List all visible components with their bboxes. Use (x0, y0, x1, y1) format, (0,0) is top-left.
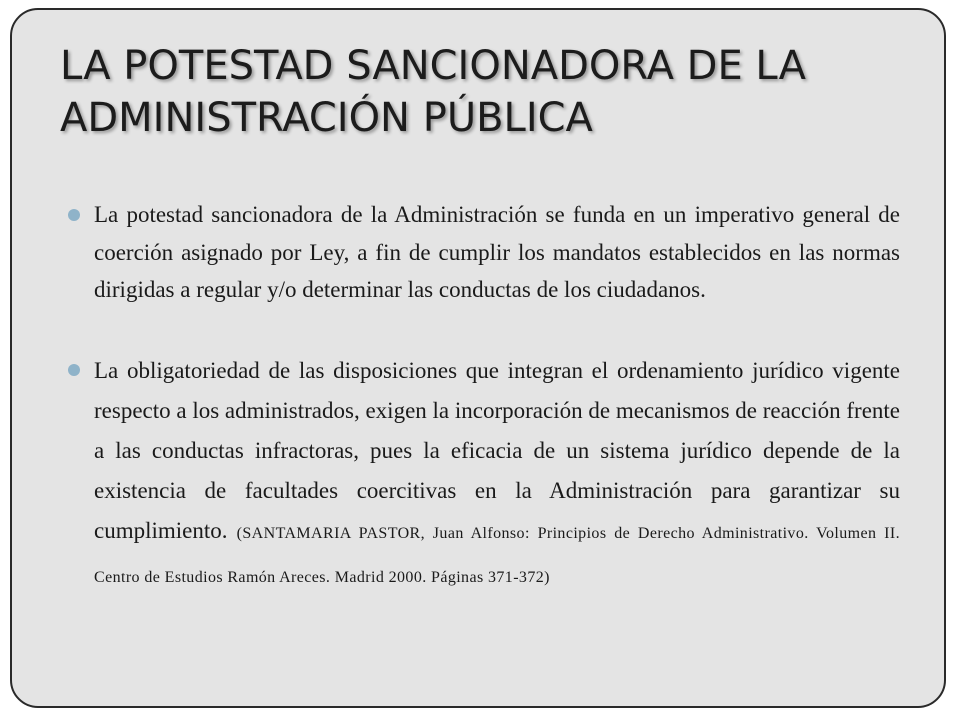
bullet-dot-icon (68, 364, 80, 376)
bullet-list (64, 196, 900, 600)
bullet-item (64, 196, 900, 309)
citation-text: (SANTAMARIA PASTOR, Juan Alfonso: Principios de Derecho Administrativo. Volumen II. Centro de Estudios Ramón Areces. Madrid 2000. Páginas 371-372) (94, 524, 901, 586)
bullet-text: La potestad sancionadora de la Administración se funda en un imperativo general de coerción asignado por Ley, a fin de cumplir los mandatos establecidos en las normas dirigidas a regular y/o determinar las conductas de los ciudadanos. (94, 202, 900, 302)
slide (10, 8, 946, 708)
bullet-dot-icon (68, 209, 80, 221)
bullet-item (64, 351, 900, 600)
bullet-text: La obligatoriedad de las disposiciones que integran el ordenamiento jurídico vigente respecto a los administrados, exigen la incorporación de mecanismos de reacción frente a las conductas infractoras, pues la eficacia de un sistema jurídico depende de la existencia de facultades coercitivas en la Administración para garantizar su cumplimiento. (94, 357, 900, 543)
slide-title: LA POTESTAD SANCIONADORA DE LA ADMINISTRACIÓN PÚBLICA (60, 43, 806, 141)
